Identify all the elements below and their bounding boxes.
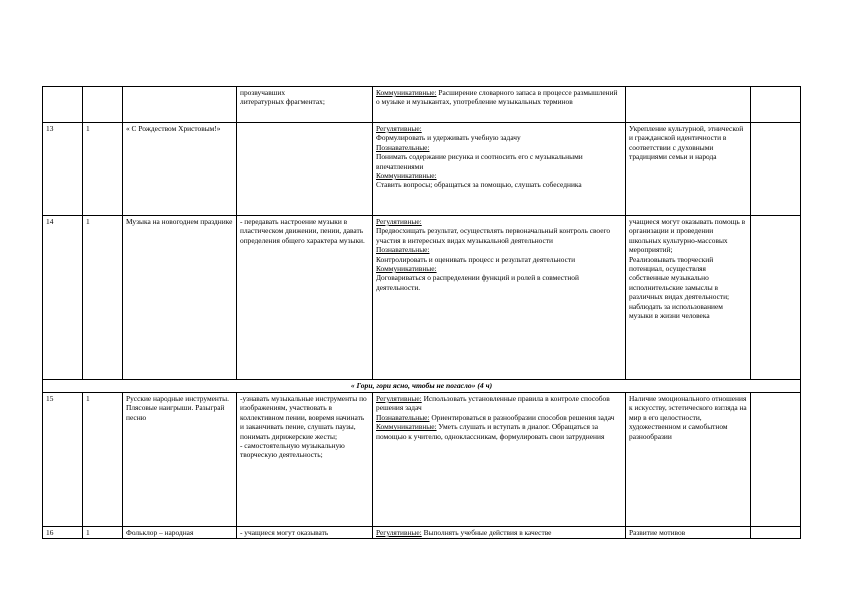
table-row (43, 527, 801, 539)
personal-text: Укрепление культурной, этнической и гражданской идентичности в соответствии с духовными традициями семьи и народа (629, 124, 744, 162)
cell-activities (237, 216, 373, 380)
lesson-hours: 1 (86, 394, 90, 403)
cell-uud (373, 527, 626, 539)
table-row (43, 87, 801, 123)
cell-uud (373, 216, 626, 380)
uud-label: Регулятивные: (376, 528, 422, 537)
section-title: « Гори, гори ясно, чтобы не погасло» (4 ч) (43, 380, 801, 393)
cell-uud (373, 87, 626, 123)
cell-personal (626, 216, 751, 380)
uud-line (376, 124, 622, 133)
cell-personal (626, 87, 751, 123)
uud-line (376, 88, 622, 107)
uud-label: Регулятивные: (376, 124, 422, 133)
uud-text: Использовать установленные правила в контроле способов решения задач (376, 394, 610, 413)
uud-text: Договариваться о распределении функций и ролей в совместной деятельности. (376, 273, 579, 292)
uud-text: Контролировать и оценивать процесс и результат деятельности (376, 254, 576, 264)
cell-topic (123, 527, 237, 539)
activity-text: литературных фрагментах; (240, 97, 325, 107)
cell-topic (123, 393, 237, 527)
uud-line (376, 226, 622, 245)
cell-personal (626, 123, 751, 216)
uud-label: Коммуникативные: (376, 422, 437, 432)
lesson-number: 15 (46, 394, 54, 403)
uud-line (376, 171, 622, 180)
uud-line (376, 245, 622, 254)
uud-text: Уметь слушать и вступать в диалог. Обращаться за помощью к учителю, одноклассникам, формулировать свои затруднения (376, 422, 605, 441)
lesson-plan-table (42, 86, 801, 539)
table-body-top (43, 87, 801, 380)
cell-number (43, 393, 83, 527)
uud-label: Регулятивные: (376, 394, 422, 403)
cell-hours (83, 527, 123, 539)
cell-activities (237, 87, 373, 123)
uud-line (376, 273, 622, 292)
personal-text: Наличие эмоционального отношения к искусству, эстетического взгляда на мир в его целостности, художественном и самобытном разнообразии (629, 394, 747, 441)
uud-text: Выполнять учебные действия в качестве (421, 528, 552, 537)
uud-text: Предвосхищать результат, осуществлять первоначальный контроль своего участия в интересных видах музыкальной деятельности (376, 226, 611, 245)
lesson-topic: Русские народные инструменты. Плясовые наигрыши. Разыграй песню (126, 394, 229, 422)
uud-line (376, 422, 622, 441)
cell-hours (83, 87, 123, 123)
uud-line (376, 255, 622, 264)
cell-hours (83, 123, 123, 216)
cell-topic (123, 87, 237, 123)
table-row (43, 123, 801, 216)
uud-label: Познавательные: (376, 245, 430, 255)
table-row (43, 216, 801, 380)
cell-extra (751, 527, 801, 539)
personal-text: Развитие мотивов (629, 528, 686, 537)
uud-line (376, 528, 622, 537)
uud-label: Познавательные: (376, 142, 430, 152)
uud-label: Коммуникативные: (376, 88, 437, 97)
cell-number (43, 123, 83, 216)
cell-extra (751, 216, 801, 380)
lesson-hours: 1 (86, 217, 90, 226)
lesson-hours: 1 (86, 124, 90, 133)
lesson-number: 16 (46, 528, 54, 537)
uud-line (376, 133, 622, 142)
table-body-bottom (43, 393, 801, 539)
uud-label: Коммуникативные: (376, 171, 437, 181)
cell-uud (373, 393, 626, 527)
uud-text: Формулировать и удерживать учебную задачу (376, 133, 521, 143)
uud-line (376, 413, 622, 422)
uud-text: Понимать содержание рисунка и соотносить его с музыкальными впечатлениями (376, 152, 583, 171)
cell-topic (123, 216, 237, 380)
section-row (43, 380, 801, 393)
cell-hours (83, 393, 123, 527)
uud-line (376, 217, 622, 226)
personal-text: учащиеся могут оказывать помощь в организации и проведении школьных культурно-массовых мероприятий; (629, 217, 746, 255)
personal-text: наблюдать за использованием музыки в жизни человека (629, 301, 723, 321)
uud-label: Коммуникативные: (376, 264, 437, 274)
uud-line (376, 394, 622, 413)
activity-text: - самостоятельную музыкальную творческую деятельность; (240, 441, 345, 460)
cell-number (43, 87, 83, 123)
cell-number (43, 216, 83, 380)
cell-extra (751, 87, 801, 123)
activity-text: - передавать настроение музыки в пластическом движении, пении, давать определения общего характера музыки. (240, 217, 365, 245)
uud-line (376, 152, 622, 171)
cell-uud (373, 123, 626, 216)
lesson-hours: 1 (86, 528, 90, 537)
activity-text: прозвучавших (240, 88, 286, 97)
lesson-number: 14 (46, 217, 54, 226)
lesson-topic: Музыка на новогоднем празднике (126, 217, 233, 226)
cell-topic (123, 123, 237, 216)
uud-line (376, 180, 622, 189)
personal-text: Реализовывать творческий потенциал, осуществляя собственные музыкально исполнительские замыслы в различных видах деятельности; (629, 254, 730, 302)
uud-text: Расширение словарного запаса в процессе размышлений о музыке и музыкантах, употребление музыкальных терминов (376, 88, 618, 107)
uud-text: Ориентироваться в разнообразии способов решения задач (429, 412, 615, 422)
cell-extra (751, 393, 801, 527)
cell-activities (237, 393, 373, 527)
lesson-topic: Фольклор – народная (126, 528, 194, 537)
uud-text: Ставить вопросы; обращаться за помощью, слушать собеседника (376, 180, 582, 190)
cell-hours (83, 216, 123, 380)
uud-line (376, 264, 622, 273)
uud-line (376, 143, 622, 152)
cell-personal (626, 393, 751, 527)
activity-text: - учащиеся могут оказывать (240, 528, 329, 537)
cell-activities (237, 527, 373, 539)
activity-text: -узнавать музыкальные инструменты по изображениям, участвовать в коллективном пении, вовремя начинать и заканчивать пение, слушать паузы, понимать дирижерские жесты; (240, 394, 367, 441)
cell-personal (626, 527, 751, 539)
cell-activities (237, 123, 373, 216)
cell-extra (751, 123, 801, 216)
lesson-number: 13 (46, 124, 54, 133)
section-header-body (43, 380, 801, 393)
lesson-topic: « С Рождеством Христовым!» (126, 124, 221, 133)
cell-number (43, 527, 83, 539)
uud-label: Познавательные: (376, 412, 430, 422)
uud-label: Регулятивные: (376, 217, 422, 226)
table-row (43, 393, 801, 527)
